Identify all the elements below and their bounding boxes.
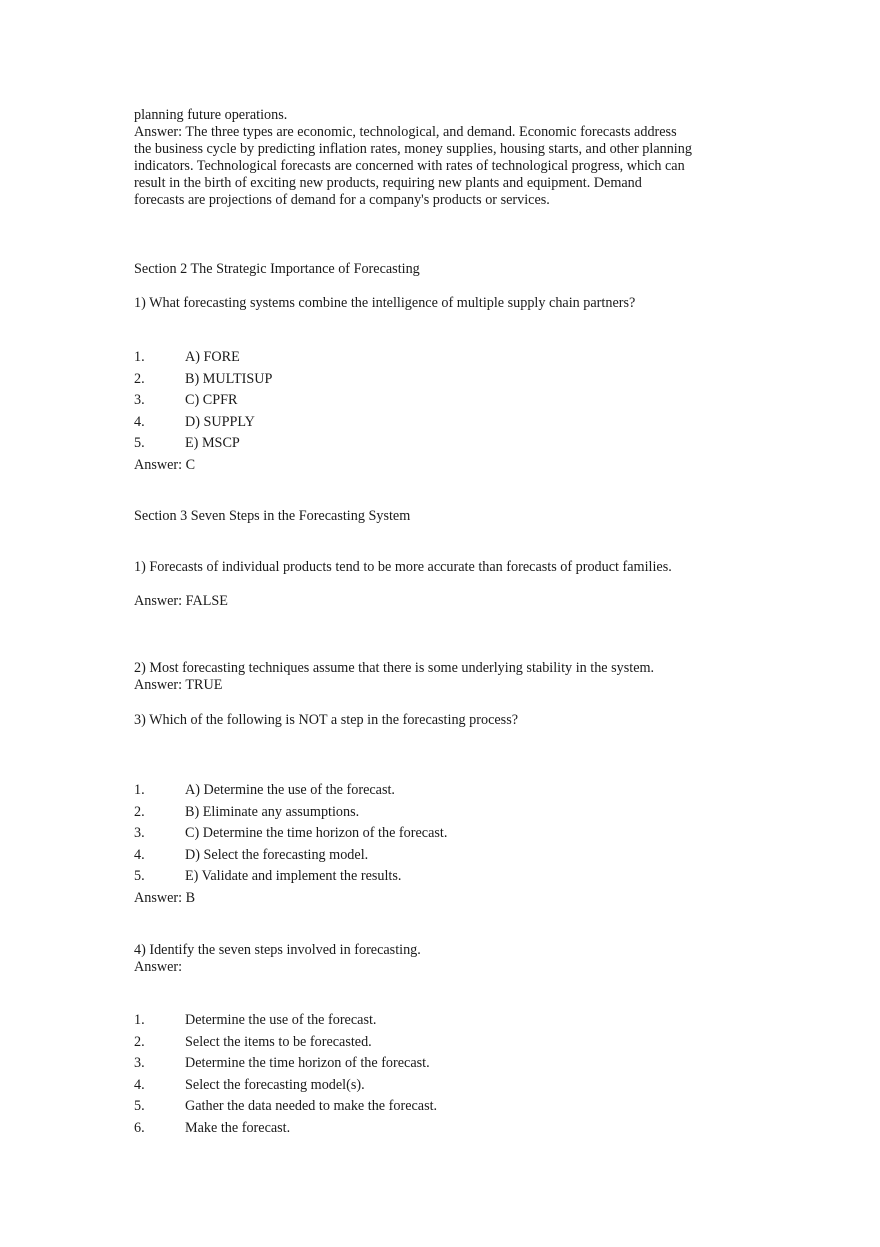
s3-q3-options [134,782,694,890]
list-item: 3. Determine the time horizon of the forecast. [134,1055,430,1071]
intro-answer: Answer: The three types are economic, technological, and demand. Economic forecasts address the business cycle by predicting inflation rates, money supplies, housing starts, and other planning indicators. Technological forecasts are concerned with rates of technological progress, which can result in the birth of exciting new products, requiring new plants and equipment. Demand forecasts are projections of demand for a company's products or services. [134,124,692,208]
s3-q2-question: 2) Most forecasting techniques assume that there is some underlying stability in the system. Answer: TRUE [134,660,655,693]
list-item: 1. Determine the use of the forecast. [134,1012,377,1028]
section-2-heading: Section 2 The Strategic Importance of Forecasting [134,261,420,277]
intro-line: planning future operations. [134,107,288,123]
option-item: 1. A) FORE [134,349,240,365]
section-3-heading: Section 3 Seven Steps in the Forecasting System [134,508,411,524]
option-item: 4. D) SUPPLY [134,413,255,430]
s2-q1-options [134,349,694,457]
list-item: 6. Make the forecast. [134,1119,291,1136]
s3-q4-question: 4) Identify the seven steps involved in forecasting. [134,942,421,958]
option-item: 3. C) CPFR [134,392,238,408]
option-item: 5. E) Validate and implement the results. [134,868,402,884]
s3-q3-question: 3) Which of the following is NOT a step in the forecasting process? [134,712,519,728]
s3-q1-answer: Answer: FALSE [134,593,228,609]
s3-q3-answer: Answer: B [134,890,196,906]
s2-q1-answer: Answer: C [134,457,196,473]
list-item: 5. Gather the data needed to make the forecast. [134,1098,438,1114]
option-item: 3. C) Determine the time horizon of the forecast. [134,825,448,841]
option-item: 4. D) Select the forecasting model. [134,846,369,863]
list-item: 4. Select the forecasting model(s). [134,1076,365,1093]
s3-q4-steps [134,1012,694,1141]
s2-q1-question: 1) What forecasting systems combine the intelligence of multiple supply chain partners? [134,295,636,311]
option-item: 5. E) MSCP [134,435,240,451]
option-item: 2. B) MULTISUP [134,370,273,387]
s3-q4-answer-label: Answer: [134,959,183,975]
list-item: 2. Select the items to be forecasted. [134,1033,372,1050]
option-item: 1. A) Determine the use of the forecast. [134,782,395,798]
option-item: 2. B) Eliminate any assumptions. [134,803,360,820]
s3-q1-question: 1) Forecasts of individual products tend to be more accurate than forecasts of product families. [134,559,672,575]
